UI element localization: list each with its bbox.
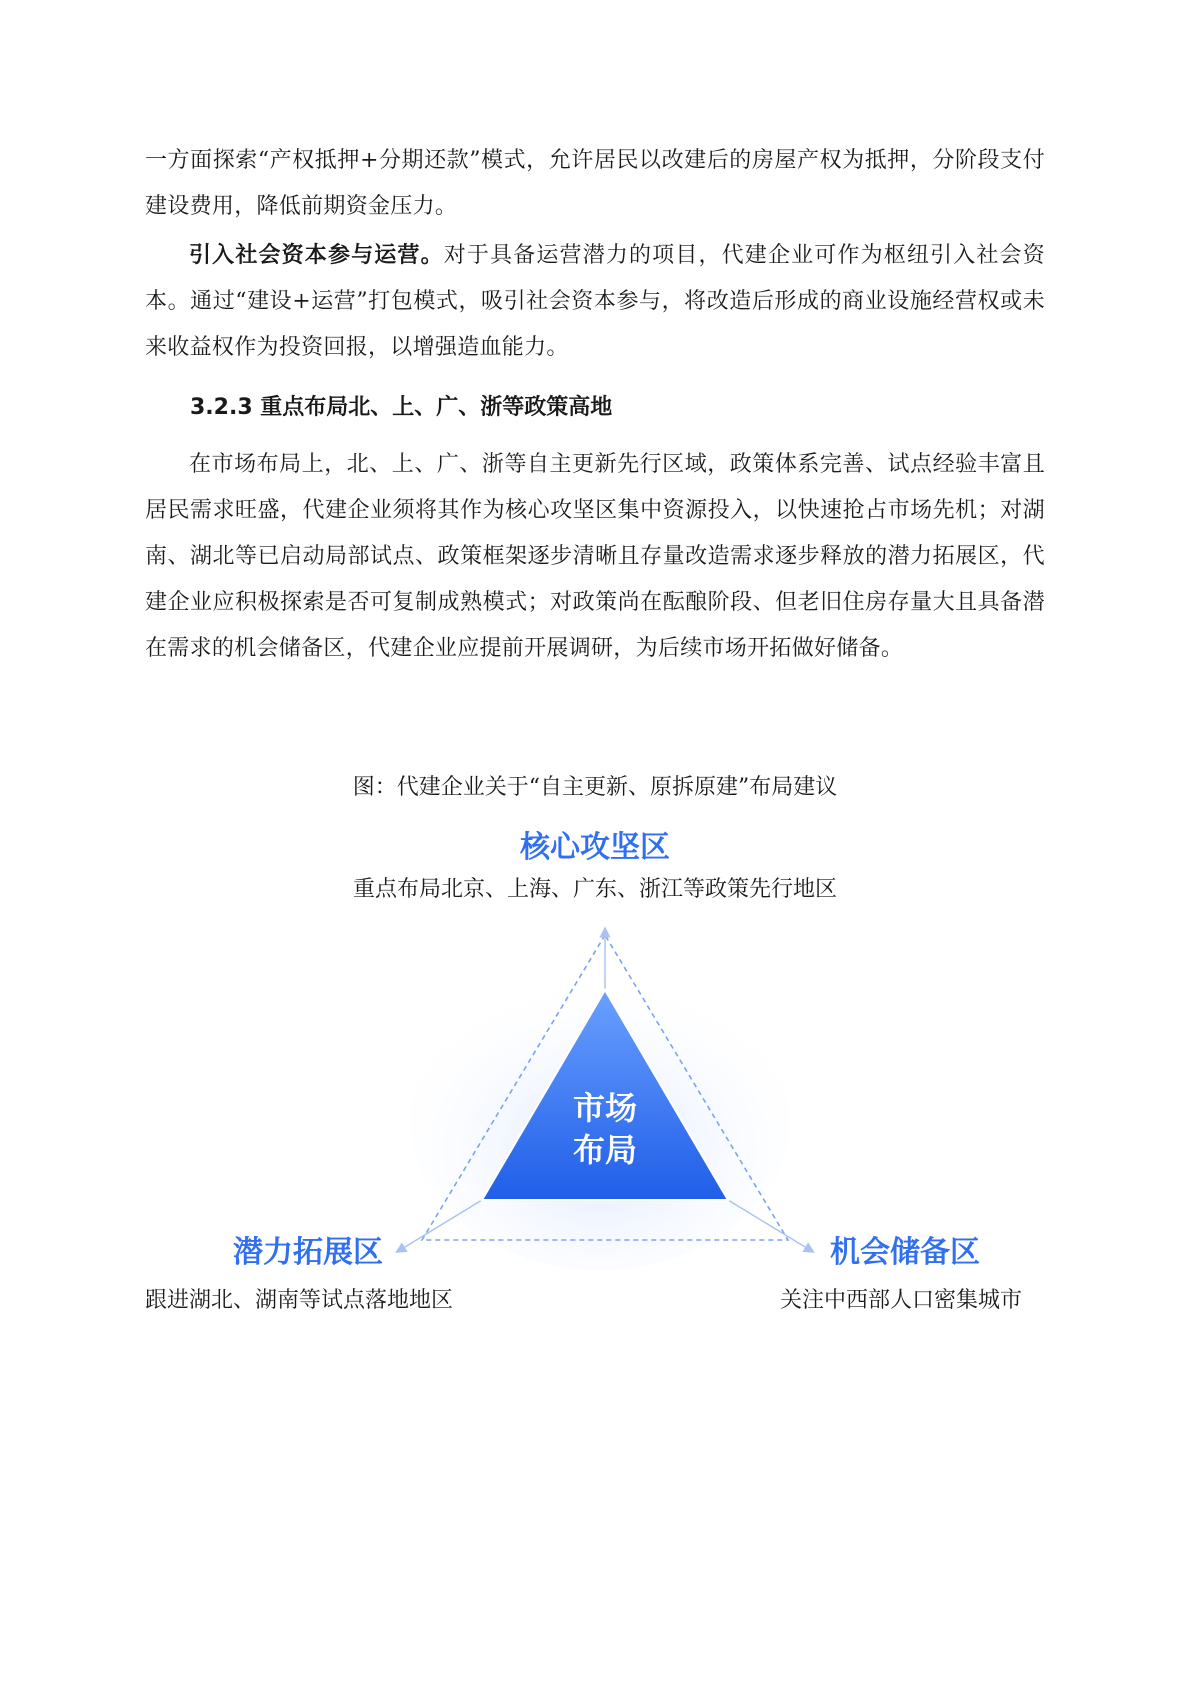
right-zone-title: 机会储备区 <box>830 1235 980 1270</box>
left-zone-title: 潜力拓展区 <box>233 1235 383 1270</box>
center-label <box>545 1087 665 1171</box>
figure-caption: 图：代建企业关于“自主更新、原拆原建”布局建议 <box>352 775 838 800</box>
paragraph-market-layout: 在市场布局上，北、上、广、浙等自主更新先行区域，政策体系完善、试点经验丰富且居民需求旺盛，代建企业须将其作为核心攻坚区集中资源投入，以快速抢占市场先机；对湖南、湖北等已启动局部试点、政策框架逐步清晰且存量改造需求逐步释放的潜力拓展区，代建企业应积极探索是否可复制成熟模式；对政策尚在酝酿阶段、但老旧住房存量大且具备潜在需求的机会储备区，代建企业应提前开展调研，为后续市场开拓做好储备。 <box>145 452 1045 661</box>
paragraph-lead: 引入社会资本参与运营。 <box>189 242 444 268</box>
left-zone-desc: 跟进湖北、湖南等试点落地地区 <box>145 1288 454 1313</box>
paragraph-body: 对于具备运营潜力的项目，代建企业可作为枢纽引入社会资本。通过“建设+运营”打包模式，吸引社会资本参与，将改造后形成的商业设施经营权或未来收益权作为投资回报，以增强造血能力。 <box>145 243 1045 360</box>
top-zone-title: 核心攻坚区 <box>520 830 670 865</box>
right-zone-desc: 关注中西部人口密集城市 <box>780 1288 1023 1313</box>
center-label-line1: 市场 <box>572 1089 637 1127</box>
paragraph-financing: 一方面探索“产权抵押+分期还款”模式，允许居民以改建后的房屋产权为抵押，分阶段支付建设费用，降低前期资金压力。 <box>145 148 1045 219</box>
section-heading: 3.2.3 重点布局北、上、广、浙等政策高地 <box>190 395 613 420</box>
center-label-line2: 布局 <box>572 1131 637 1169</box>
top-zone-desc: 重点布局北京、上海、广东、浙江等政策先行地区 <box>352 877 837 902</box>
